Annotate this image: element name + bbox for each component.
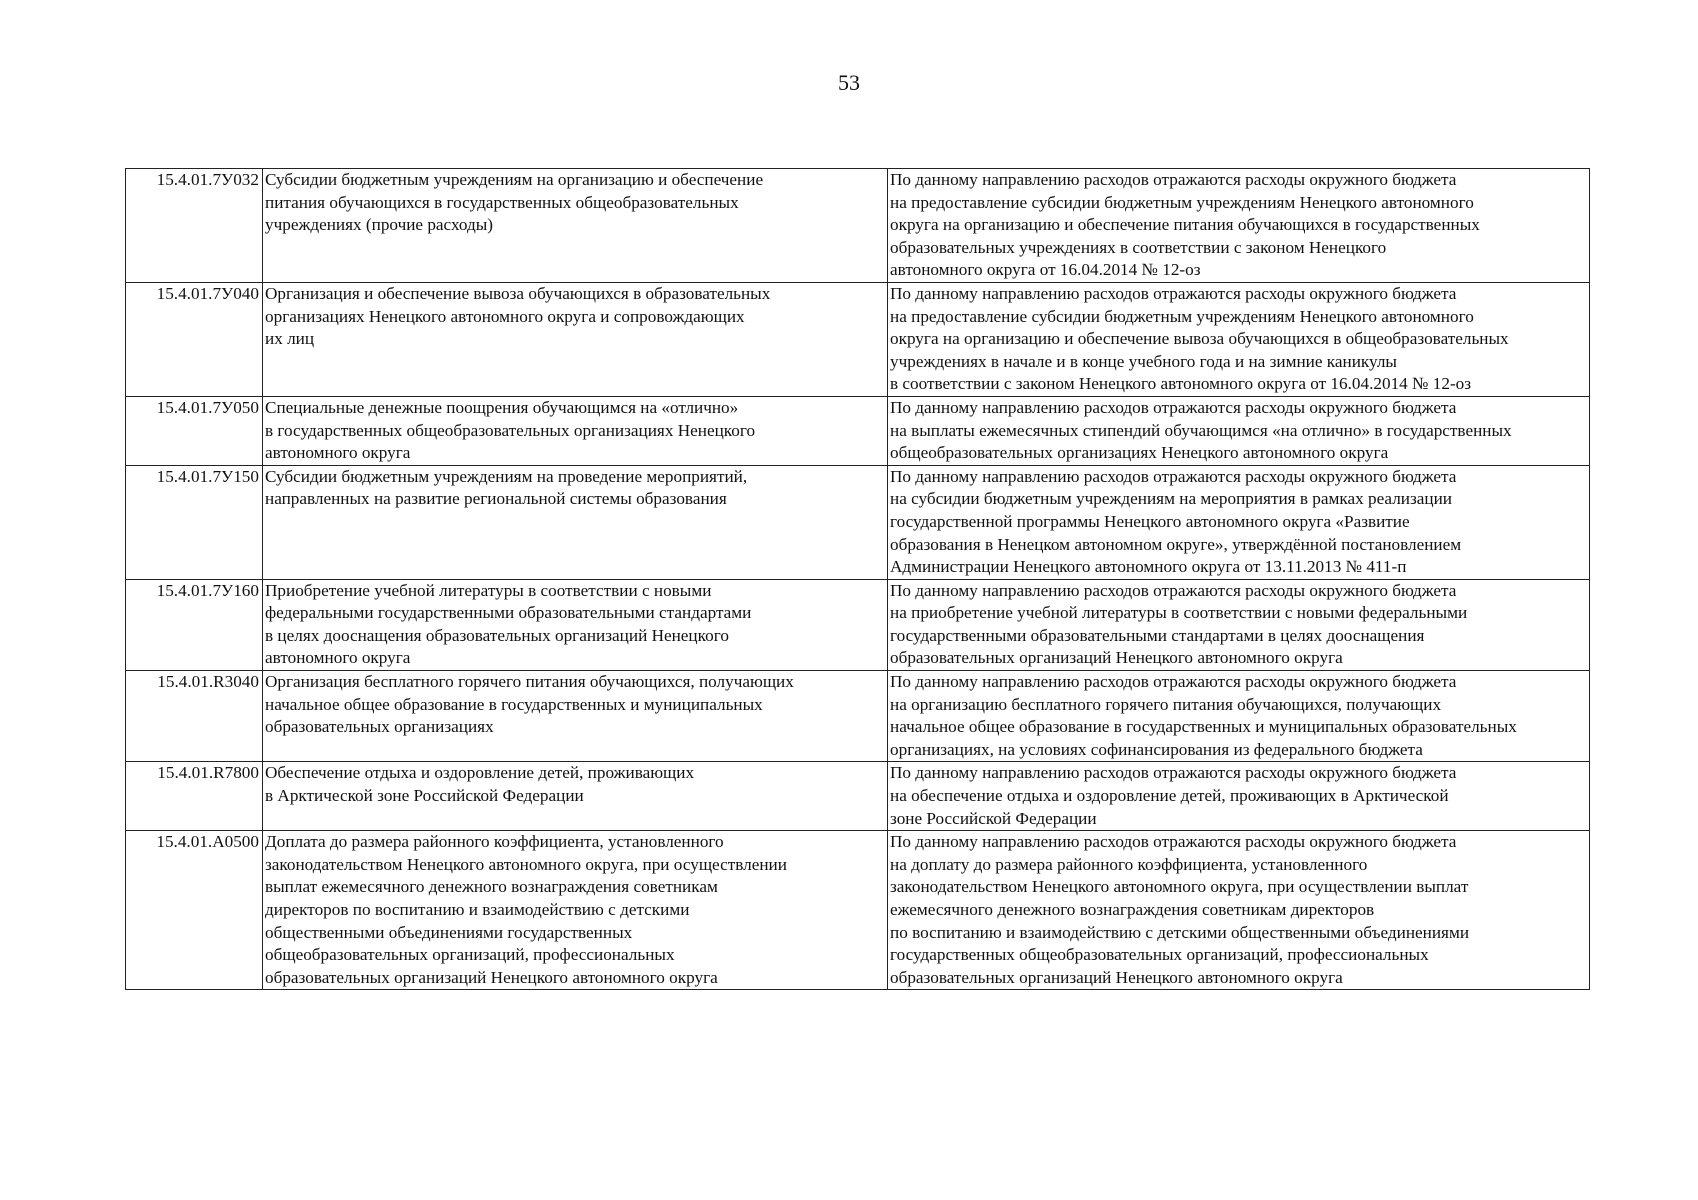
expense-name-cell: Доплата до размера районного коэффициента, установленного законодательством Ненецкого автономного округа, при осуществлении выплат ежемесячного денежного вознаграждения советникам директоров по воспитанию и взаимодействию с детскими общественными объединениями государственных общеобразовательных организаций, профессиональных образовательных организаций Ненецкого автономного округа bbox=[263, 831, 888, 990]
table-row bbox=[126, 396, 1590, 465]
expense-name-cell: Субсидии бюджетным учреждениям на проведение мероприятий, направленных на развитие региональной системы образования bbox=[263, 465, 888, 579]
expense-description-cell: По данному направлению расходов отражаются расходы окружного бюджета на приобретение учебной литературы в соответствии с новыми федеральными государственными образовательными стандартами в целях дооснащения образовательных организаций Ненецкого автономного округа bbox=[888, 579, 1590, 670]
expense-description-cell: По данному направлению расходов отражаются расходы окружного бюджета на предоставление субсидии бюджетным учреждениям Ненецкого автономного округа на организацию и обеспечение вывоза обучающихся в общеобразовательных учреждениях в начале и в конце учебного года и на зимние каникулы в соответствии с законом Ненецкого автономного округа от 16.04.2014 № 12-оз bbox=[888, 282, 1590, 396]
table-row bbox=[126, 671, 1590, 762]
table-row bbox=[126, 831, 1590, 990]
expense-description-cell: По данному направлению расходов отражаются расходы окружного бюджета на субсидии бюджетным учреждениям на мероприятия в рамках реализации государственной программы Ненецкого автономного округа «Развитие образования в Ненецком автономном округе», утверждённой постановлением Администрации Ненецкого автономного округа от 13.11.2013 № 411-п bbox=[888, 465, 1590, 579]
table-row bbox=[126, 169, 1590, 283]
expense-directions-table bbox=[125, 168, 1590, 990]
table-row bbox=[126, 465, 1590, 579]
expense-description-cell: По данному направлению расходов отражаются расходы окружного бюджета на доплату до размера районного коэффициента, установленного законодательством Ненецкого автономного округа, при осуществлении выплат ежемесячного денежного вознаграждения советникам директоров по воспитанию и взаимодействию с детскими общественными объединениями государственных общеобразовательных организаций, профессиональных образовательных организаций Ненецкого автономного округа bbox=[888, 831, 1590, 990]
expense-code-cell: 15.4.01.7У160 bbox=[126, 579, 263, 670]
expense-description-cell: По данному направлению расходов отражаются расходы окружного бюджета на организацию бесплатного горячего питания обучающихся, получающих начальное общее образование в государственных и муниципальных образовательных организациях, на условиях софинансирования из федерального бюджета bbox=[888, 671, 1590, 762]
expense-code-cell: 15.4.01.7У050 bbox=[126, 396, 263, 465]
expense-description-cell: По данному направлению расходов отражаются расходы окружного бюджета на предоставление субсидии бюджетным учреждениям Ненецкого автономного округа на организацию и обеспечение питания обучающихся в государственных образовательных учреждениях в соответствии с законом Ненецкого автономного округа от 16.04.2014 № 12-оз bbox=[888, 169, 1590, 283]
expense-code-cell: 15.4.01.7У032 bbox=[126, 169, 263, 283]
expense-name-cell: Специальные денежные поощрения обучающимся на «отлично» в государственных общеобразовательных организациях Ненецкого автономного округа bbox=[263, 396, 888, 465]
expense-code-cell: 15.4.01.А0500 bbox=[126, 831, 263, 990]
expense-name-cell: Организация бесплатного горячего питания обучающихся, получающих начальное общее образование в государственных и муниципальных образовательных организациях bbox=[263, 671, 888, 762]
table-row bbox=[126, 282, 1590, 396]
expense-description-cell: По данному направлению расходов отражаются расходы окружного бюджета на обеспечение отдыха и оздоровление детей, проживающих в Арктической зоне Российской Федерации bbox=[888, 762, 1590, 831]
expense-description-cell: По данному направлению расходов отражаются расходы окружного бюджета на выплаты ежемесячных стипендий обучающимся «на отлично» в государственных общеобразовательных организациях Ненецкого автономного округа bbox=[888, 396, 1590, 465]
expense-code-cell: 15.4.01.R7800 bbox=[126, 762, 263, 831]
expense-code-cell: 15.4.01.7У150 bbox=[126, 465, 263, 579]
table-row bbox=[126, 762, 1590, 831]
expense-name-cell: Обеспечение отдыха и оздоровление детей, проживающих в Арктической зоне Российской Федерации bbox=[263, 762, 888, 831]
expense-code-cell: 15.4.01.R3040 bbox=[126, 671, 263, 762]
expense-name-cell: Приобретение учебной литературы в соответствии с новыми федеральными государственными образовательными стандартами в целях дооснащения образовательных организаций Ненецкого автономного округа bbox=[263, 579, 888, 670]
expense-name-cell: Субсидии бюджетным учреждениям на организацию и обеспечение питания обучающихся в государственных общеобразовательных учреждениях (прочие расходы) bbox=[263, 169, 888, 283]
table-body bbox=[126, 169, 1590, 990]
table-row bbox=[126, 579, 1590, 670]
expense-code-cell: 15.4.01.7У040 bbox=[126, 282, 263, 396]
page-number: 53 bbox=[838, 70, 860, 95]
expense-name-cell: Организация и обеспечение вывоза обучающихся в образовательных организациях Ненецкого автономного округа и сопровождающих их лиц bbox=[263, 282, 888, 396]
